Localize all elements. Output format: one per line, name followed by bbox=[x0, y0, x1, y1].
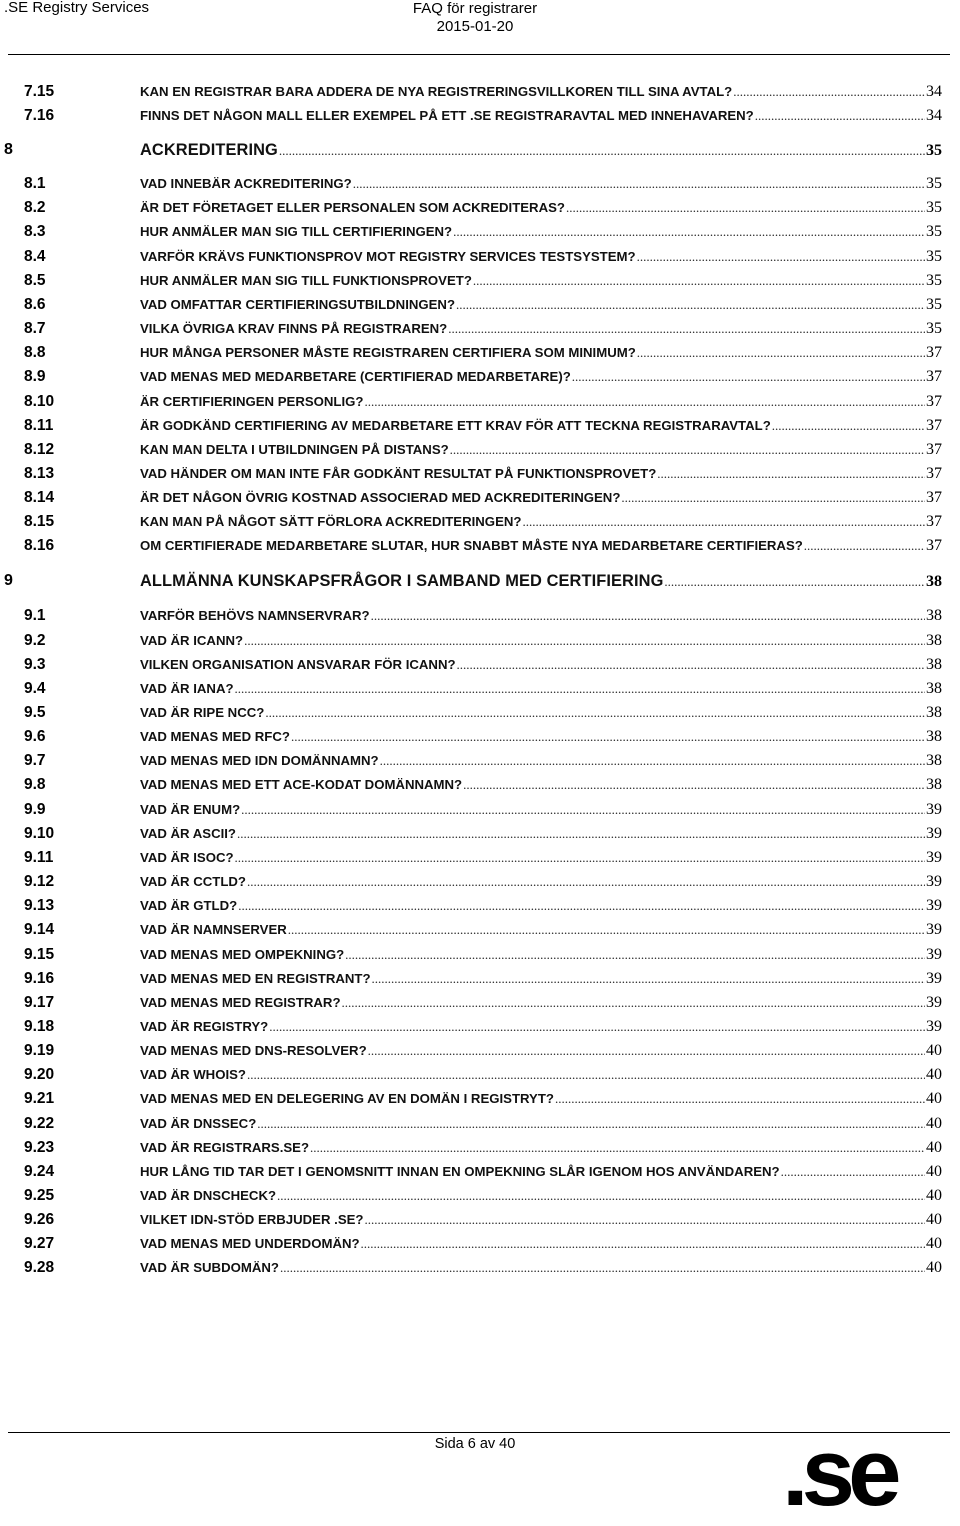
toc-leader-dots bbox=[235, 846, 925, 870]
toc-number: 8.2 bbox=[24, 199, 46, 217]
toc-page-number: 37 bbox=[926, 344, 942, 362]
toc-title-link[interactable]: VAD MENAS MED ETT ACE-KODAT DOMÄNNAMN? bbox=[140, 777, 463, 793]
toc-page-number: 35 bbox=[926, 247, 942, 265]
toc-title-link[interactable]: HUR ANMÄLER MAN SIG TILL CERTIFIERINGEN? bbox=[140, 224, 453, 240]
toc-title-link[interactable]: KAN EN REGISTRAR BARA ADDERA DE NYA REGISTRERINGSVILLKOREN TILL SINA AVTAL? bbox=[140, 84, 733, 99]
toc-leader-dots bbox=[372, 967, 925, 991]
toc-leader-dots bbox=[450, 438, 925, 462]
toc-page-number: 39 bbox=[926, 969, 942, 987]
toc-number: 9.20 bbox=[24, 1066, 55, 1084]
toc-leader-dots bbox=[463, 773, 925, 797]
toc-leader-dots bbox=[238, 894, 925, 918]
toc-page-number: 38 bbox=[926, 607, 942, 625]
toc-title-link[interactable]: VAD ÄR ASCII? bbox=[140, 825, 236, 841]
toc-number: 9.5 bbox=[24, 704, 46, 721]
toc-number: 8.14 bbox=[24, 489, 55, 507]
toc-title-link[interactable]: ÄR CERTIFIERINGEN PERSONLIG? bbox=[140, 393, 364, 409]
toc-row[interactable] bbox=[0, 677, 960, 701]
toc-row[interactable] bbox=[0, 1015, 960, 1039]
toc-entry bbox=[140, 462, 942, 486]
toc-page-number: 38 bbox=[926, 655, 942, 673]
toc-number: 9.14 bbox=[24, 921, 55, 939]
toc-page-number: 40 bbox=[926, 1162, 942, 1180]
toc-number: 8.11 bbox=[24, 416, 54, 434]
toc-page-number: 34 bbox=[926, 107, 942, 125]
toc-title-link[interactable]: ALLMÄNNA KUNSKAPSFRÅGOR I SAMBAND MED CERTIFIERING bbox=[140, 572, 664, 591]
toc-title-link[interactable]: VAD MENAS MED REGISTRAR? bbox=[140, 994, 341, 1010]
toc-leader-dots bbox=[473, 269, 925, 293]
toc-title-link[interactable]: VAD ÄR REGISTRARS.SE? bbox=[140, 1139, 310, 1155]
toc-title-link[interactable]: VAD OMFATTAR CERTIFIERINGSUTBILDNINGEN? bbox=[140, 296, 456, 312]
toc-entry bbox=[140, 1208, 942, 1232]
toc-row[interactable] bbox=[0, 798, 960, 822]
toc-page-number: 38 bbox=[926, 752, 942, 770]
toc-row[interactable] bbox=[0, 220, 960, 244]
toc-row[interactable] bbox=[0, 1136, 960, 1160]
toc-page-number: 34 bbox=[926, 83, 942, 100]
footer-page-number: Sida 6 av 40 bbox=[434, 1436, 516, 1452]
toc-page-number: 40 bbox=[926, 1114, 942, 1132]
toc-number: 9.13 bbox=[24, 897, 55, 915]
toc-page-number: 39 bbox=[926, 921, 942, 939]
toc-leader-dots bbox=[244, 629, 925, 653]
toc-row[interactable] bbox=[0, 894, 960, 918]
toc-row[interactable] bbox=[0, 725, 960, 749]
toc-page-number: 39 bbox=[926, 848, 942, 866]
toc-entry bbox=[140, 967, 942, 991]
toc-title-link[interactable]: VILKA ÖVRIGA KRAV FINNS PÅ REGISTRAREN? bbox=[140, 321, 448, 337]
toc-title-link[interactable]: VAD HÄNDER OM MAN INTE FÅR GODKÄNT RESULTAT PÅ FUNKTIONSPROVET? bbox=[140, 465, 657, 481]
toc-entry bbox=[140, 220, 942, 244]
toc-entry bbox=[140, 1015, 942, 1039]
toc-entry bbox=[140, 1256, 942, 1280]
toc-number: 9.7 bbox=[24, 752, 46, 770]
toc-entry bbox=[140, 604, 942, 628]
toc-row[interactable] bbox=[0, 390, 960, 414]
toc-number: 9.4 bbox=[24, 679, 46, 697]
toc-entry bbox=[140, 293, 942, 317]
toc-title-link[interactable]: VAD ÄR NAMNSERVER bbox=[140, 922, 287, 938]
toc-title-link[interactable]: VARFÖR BEHÖVS NAMNSERVRAR? bbox=[140, 608, 370, 624]
toc-entry bbox=[140, 341, 942, 365]
header-divider bbox=[8, 54, 950, 55]
toc-page-number: 38 bbox=[926, 573, 942, 591]
toc-row[interactable] bbox=[0, 629, 960, 653]
toc-number: 8.16 bbox=[24, 537, 55, 555]
toc-row[interactable] bbox=[0, 486, 960, 510]
toc-page-number: 40 bbox=[926, 1259, 942, 1277]
toc-page-number: 35 bbox=[926, 175, 942, 193]
toc-row[interactable] bbox=[0, 1039, 960, 1063]
toc-page-number: 38 bbox=[926, 728, 942, 746]
toc-number: 8.10 bbox=[24, 392, 55, 410]
toc-row[interactable] bbox=[0, 172, 960, 196]
toc-entry bbox=[140, 725, 942, 749]
toc-number: 9.18 bbox=[24, 1017, 55, 1035]
toc-entry bbox=[140, 1063, 942, 1087]
toc-leader-dots bbox=[237, 822, 925, 846]
toc-number: 8.1 bbox=[24, 175, 46, 193]
toc-page-number: 35 bbox=[926, 320, 942, 338]
toc-leader-dots bbox=[637, 245, 925, 269]
toc-entry bbox=[140, 1039, 942, 1063]
toc-page-number: 39 bbox=[926, 1017, 942, 1035]
toc-leader-dots bbox=[572, 365, 925, 389]
toc-number: 9.1 bbox=[24, 607, 46, 625]
toc-number: 9.2 bbox=[24, 631, 46, 649]
toc-number: 9.22 bbox=[24, 1114, 55, 1132]
toc-page-number: 39 bbox=[926, 873, 942, 891]
toc-entry bbox=[140, 822, 942, 846]
toc-number: 9.8 bbox=[24, 776, 46, 794]
toc-page-number: 39 bbox=[926, 993, 942, 1011]
toc-leader-dots bbox=[457, 653, 925, 677]
toc-page-number: 38 bbox=[926, 631, 942, 649]
toc-row[interactable] bbox=[0, 773, 960, 797]
toc-number: 9.19 bbox=[24, 1042, 55, 1060]
toc-entry bbox=[140, 245, 942, 269]
header-center bbox=[380, 0, 570, 36]
toc-title-link[interactable]: VAD ÄR ISOC? bbox=[140, 849, 234, 865]
toc-leader-dots bbox=[277, 1184, 925, 1208]
toc-leader-dots bbox=[241, 798, 925, 822]
toc-number: 9.3 bbox=[24, 655, 46, 673]
toc-row[interactable] bbox=[0, 653, 960, 677]
toc-title-link[interactable]: VAD ÄR SUBDOMÄN? bbox=[140, 1260, 279, 1276]
toc-leader-dots bbox=[310, 1136, 925, 1160]
toc-title-link[interactable]: ÄR GODKÄND CERTIFIERING AV MEDARBETARE ETT KRAV FÖR ATT TECKNA REGISTRARAVTAL? bbox=[140, 417, 771, 433]
toc-page-number: 39 bbox=[926, 824, 942, 842]
toc-title-link[interactable]: ÄR DET FÖRETAGET ELLER PERSONALEN SOM ACKREDITERAS? bbox=[140, 200, 565, 216]
toc-leader-dots bbox=[235, 677, 925, 701]
toc-entry bbox=[140, 943, 942, 967]
toc-row[interactable] bbox=[0, 365, 960, 389]
toc-chapter-row[interactable] bbox=[0, 138, 960, 162]
toc-title-link[interactable]: VARFÖR KRÄVS FUNKTIONSPROV MOT REGISTRY SERVICES TESTSYSTEM? bbox=[140, 248, 636, 264]
toc-entry bbox=[140, 104, 942, 128]
toc-title-link[interactable]: VAD ÄR RIPE NCC? bbox=[140, 705, 265, 720]
toc-leader-dots bbox=[280, 1256, 925, 1280]
toc-title-link[interactable]: VAD MENAS MED OMPEKNING? bbox=[140, 946, 345, 962]
toc-page-number: 37 bbox=[926, 392, 942, 410]
toc-leader-dots bbox=[364, 390, 925, 414]
toc-entry bbox=[140, 138, 942, 163]
header-date: 2015-01-20 bbox=[436, 18, 514, 35]
toc-number: 9.12 bbox=[24, 873, 55, 891]
toc-leader-dots bbox=[664, 570, 925, 594]
toc-title-link[interactable]: FINNS DET NÅGON MALL ELLER EXEMPEL PÅ ETT .SE REGISTRARAVTAL MED INNEHAVAREN? bbox=[140, 108, 754, 124]
toc-leader-dots bbox=[380, 749, 925, 773]
toc-row[interactable] bbox=[0, 1160, 960, 1184]
toc-row[interactable] bbox=[0, 1063, 960, 1087]
toc-entry bbox=[140, 773, 942, 797]
toc-page-number: 37 bbox=[926, 489, 942, 507]
toc-entry bbox=[140, 1136, 942, 1160]
toc-number: 9.21 bbox=[24, 1090, 55, 1108]
toc-page-number: 35 bbox=[926, 142, 942, 160]
toc-leader-dots bbox=[522, 510, 925, 534]
toc-entry bbox=[140, 870, 942, 894]
toc-leader-dots bbox=[368, 1039, 925, 1063]
toc-number: 8.13 bbox=[24, 464, 55, 482]
toc-leader-dots bbox=[804, 534, 925, 558]
toc-number: 9.27 bbox=[24, 1235, 55, 1253]
toc-page-number: 40 bbox=[926, 1211, 942, 1229]
toc-title-link[interactable]: VAD MENAS MED DNS-RESOLVER? bbox=[140, 1043, 367, 1059]
toc-leader-dots bbox=[269, 1015, 925, 1039]
toc-page-number: 39 bbox=[926, 897, 942, 915]
toc-row[interactable] bbox=[0, 604, 960, 628]
toc-number: 8.12 bbox=[24, 440, 55, 458]
toc-row[interactable] bbox=[0, 1232, 960, 1256]
toc-row[interactable] bbox=[0, 1087, 960, 1111]
toc-row[interactable] bbox=[0, 293, 960, 317]
se-logo: .se bbox=[782, 1419, 895, 1526]
toc-entry bbox=[140, 438, 942, 462]
toc-page-number: 40 bbox=[926, 1235, 942, 1253]
toc-entry bbox=[140, 653, 942, 677]
toc-row[interactable] bbox=[0, 822, 960, 846]
toc-title-link[interactable]: VAD MENAS MED IDN DOMÄNNAMN? bbox=[140, 753, 379, 769]
toc-title-link[interactable]: OM CERTIFIERADE MEDARBETARE SLUTAR, HUR SNABBT MÅSTE NYA MEDARBETARE CERTIFIERAS? bbox=[140, 538, 803, 554]
toc-entry bbox=[140, 390, 942, 414]
toc-entry bbox=[140, 798, 942, 822]
toc-number: 9.24 bbox=[24, 1162, 55, 1180]
toc-leader-dots bbox=[621, 486, 925, 510]
toc-entry bbox=[140, 629, 942, 653]
toc-entry bbox=[140, 1184, 942, 1208]
toc-leader-dots bbox=[555, 1087, 925, 1111]
toc-leader-dots bbox=[247, 870, 925, 894]
toc-row[interactable] bbox=[0, 80, 960, 104]
toc-number: 9.16 bbox=[24, 969, 55, 987]
toc-title-link[interactable]: HUR LÅNG TID TAR DET I GENOMSNITT INNAN EN OMPEKNING SLÅR IGENOM HOS ANVÄNDAREN? bbox=[140, 1163, 780, 1179]
toc-number: 9.23 bbox=[24, 1138, 55, 1156]
toc-page-number: 38 bbox=[926, 704, 942, 721]
toc-page-number: 35 bbox=[926, 271, 942, 289]
toc-leader-dots bbox=[371, 604, 925, 628]
toc-title-link[interactable]: VAD MENAS MED MEDARBETARE (CERTIFIERAD MEDARBETARE)? bbox=[140, 369, 571, 385]
toc-page-number: 37 bbox=[926, 440, 942, 458]
toc-entry bbox=[140, 569, 942, 594]
toc-page-number: 39 bbox=[926, 945, 942, 963]
toc-number: 9.10 bbox=[24, 824, 55, 842]
toc-title-link[interactable]: KAN MAN PÅ NÅGOT SÄTT FÖRLORA ACKREDITERINGEN? bbox=[140, 514, 522, 530]
toc-row[interactable] bbox=[0, 341, 960, 365]
toc-entry bbox=[140, 1232, 942, 1256]
toc-title-link[interactable]: VAD ÄR DNSCHECK? bbox=[140, 1188, 277, 1203]
toc-entry bbox=[140, 317, 942, 341]
toc-row[interactable] bbox=[0, 749, 960, 773]
toc-row[interactable] bbox=[0, 104, 960, 128]
toc-number: 8.8 bbox=[24, 344, 46, 362]
toc-leader-dots bbox=[755, 104, 925, 128]
toc-chapter-row[interactable] bbox=[0, 569, 960, 593]
toc-row[interactable] bbox=[0, 510, 960, 534]
toc-number: 9.28 bbox=[24, 1259, 55, 1277]
toc-leader-dots bbox=[279, 139, 925, 163]
toc-row[interactable] bbox=[0, 1208, 960, 1232]
toc-number: 8.5 bbox=[24, 271, 46, 289]
toc-title-link[interactable]: VAD MENAS MED EN DELEGERING AV EN DOMÄN I REGISTRYT? bbox=[140, 1091, 554, 1107]
toc-page-number: 40 bbox=[926, 1138, 942, 1156]
toc-entry bbox=[140, 414, 942, 438]
toc-page-number: 37 bbox=[926, 513, 942, 531]
toc-number: 7.16 bbox=[24, 107, 55, 125]
toc-number: 8.9 bbox=[24, 368, 46, 386]
toc-row[interactable] bbox=[0, 701, 960, 725]
toc-leader-dots bbox=[453, 220, 925, 244]
page-header bbox=[0, 0, 960, 56]
toc-title-link[interactable]: VAD ÄR ENUM? bbox=[140, 801, 241, 817]
toc-row[interactable] bbox=[0, 438, 960, 462]
header-org: .SE Registry Services bbox=[4, 0, 150, 16]
toc-number: 9.25 bbox=[24, 1187, 55, 1204]
toc-page-number: 37 bbox=[926, 464, 942, 482]
toc-row[interactable] bbox=[0, 534, 960, 558]
toc-title-link[interactable]: VAD MENAS MED RFC? bbox=[140, 729, 290, 745]
toc-leader-dots bbox=[456, 293, 925, 317]
toc-entry bbox=[140, 1112, 942, 1136]
toc-title-link[interactable]: HUR ANMÄLER MAN SIG TILL FUNKTIONSPROVET? bbox=[140, 272, 472, 288]
toc-entry bbox=[140, 510, 942, 534]
toc-title-link[interactable]: VAD MENAS MED UNDERDOMÄN? bbox=[140, 1236, 360, 1252]
toc-title-link[interactable]: VAD INNEBÄR ACKREDITERING? bbox=[140, 176, 352, 192]
toc-number: 9.11 bbox=[24, 848, 54, 866]
toc-leader-dots bbox=[345, 943, 925, 967]
toc-title-link[interactable]: ÄR DET NÅGON ÖVRIG KOSTNAD ASSOCIERAD MED ACKREDITERINGEN? bbox=[140, 490, 621, 506]
toc-page-number: 40 bbox=[926, 1042, 942, 1060]
toc-number: 8.15 bbox=[24, 513, 55, 531]
toc-leader-dots bbox=[291, 725, 925, 749]
toc-row[interactable] bbox=[0, 1256, 960, 1280]
toc-entry bbox=[140, 534, 942, 558]
toc-row[interactable] bbox=[0, 196, 960, 220]
toc-leader-dots bbox=[781, 1160, 925, 1184]
toc-title-link[interactable]: VAD ÄR IANA? bbox=[140, 680, 234, 696]
toc-page-number: 40 bbox=[926, 1090, 942, 1108]
toc-number: 8.3 bbox=[24, 223, 46, 241]
toc-number: 8.6 bbox=[24, 295, 46, 313]
toc-leader-dots bbox=[361, 1232, 925, 1256]
toc-row[interactable] bbox=[0, 269, 960, 293]
toc-title-link[interactable]: VAD ÄR WHOIS? bbox=[140, 1067, 246, 1083]
toc-number: 9.9 bbox=[24, 800, 46, 818]
toc-entry bbox=[140, 701, 942, 725]
toc-leader-dots bbox=[247, 1063, 925, 1087]
header-title: FAQ för registrarer bbox=[412, 0, 538, 17]
toc-leader-dots bbox=[265, 701, 925, 725]
toc-title-link[interactable]: VAD ÄR REGISTRY? bbox=[140, 1018, 269, 1034]
toc-leader-dots bbox=[364, 1208, 925, 1232]
toc-page-number: 38 bbox=[926, 776, 942, 794]
toc-page-number: 40 bbox=[926, 1066, 942, 1084]
toc-row[interactable] bbox=[0, 317, 960, 341]
toc-leader-dots bbox=[257, 1112, 925, 1136]
toc-leader-dots bbox=[342, 991, 925, 1015]
toc-number: 8.7 bbox=[24, 320, 46, 338]
toc-number: 9.15 bbox=[24, 945, 55, 963]
toc-row[interactable] bbox=[0, 846, 960, 870]
toc-entry bbox=[140, 991, 942, 1015]
toc-title-link[interactable]: KAN MAN DELTA I UTBILDNINGEN PÅ DISTANS? bbox=[140, 441, 449, 457]
toc-page-number: 35 bbox=[926, 295, 942, 313]
toc-entry bbox=[140, 749, 942, 773]
toc-title-link[interactable]: VAD ÄR DNSSEC? bbox=[140, 1115, 257, 1131]
toc-row[interactable] bbox=[0, 967, 960, 991]
toc-page-number: 37 bbox=[926, 537, 942, 555]
toc-entry bbox=[140, 1160, 942, 1184]
toc-number: 9.6 bbox=[24, 728, 46, 746]
toc-row[interactable] bbox=[0, 245, 960, 269]
toc-page-number: 35 bbox=[926, 223, 942, 241]
toc-entry bbox=[140, 269, 942, 293]
toc-entry bbox=[140, 80, 942, 104]
toc-page-number: 40 bbox=[926, 1187, 942, 1204]
toc-row[interactable] bbox=[0, 870, 960, 894]
toc-page-number: 35 bbox=[926, 199, 942, 217]
toc-entry bbox=[140, 365, 942, 389]
toc-leader-dots bbox=[288, 918, 925, 942]
toc-row[interactable] bbox=[0, 462, 960, 486]
toc-number: 8.4 bbox=[24, 247, 46, 265]
toc-leader-dots bbox=[353, 172, 925, 196]
toc-title-link[interactable]: HUR MÅNGA PERSONER MÅSTE REGISTRAREN CERTIFIERA SOM MINIMUM? bbox=[140, 345, 636, 361]
toc-page-number: 39 bbox=[926, 800, 942, 818]
toc-number: 9 bbox=[4, 572, 13, 590]
toc-leader-dots bbox=[566, 196, 925, 220]
toc-entry bbox=[140, 846, 942, 870]
toc-title-link[interactable]: VILKEN ORGANISATION ANSVARAR FÖR ICANN? bbox=[140, 656, 456, 672]
toc-row[interactable] bbox=[0, 1112, 960, 1136]
toc-row[interactable] bbox=[0, 918, 960, 942]
toc-leader-dots bbox=[448, 317, 925, 341]
toc-entry bbox=[140, 677, 942, 701]
toc-page-number: 37 bbox=[926, 368, 942, 386]
toc-row[interactable] bbox=[0, 991, 960, 1015]
toc-row[interactable] bbox=[0, 1184, 960, 1208]
toc-page-number: 37 bbox=[926, 416, 942, 434]
toc-entry bbox=[140, 172, 942, 196]
toc-title-link[interactable]: VILKET IDN-STÖD ERBJUDER .SE? bbox=[140, 1212, 364, 1228]
toc-entry bbox=[140, 894, 942, 918]
toc-number: 8 bbox=[4, 141, 13, 159]
toc-entry bbox=[140, 918, 942, 942]
toc-leader-dots bbox=[657, 462, 925, 486]
toc-entry bbox=[140, 1087, 942, 1111]
toc-entry bbox=[140, 196, 942, 220]
toc-row[interactable] bbox=[0, 414, 960, 438]
toc-row[interactable] bbox=[0, 943, 960, 967]
toc-leader-dots bbox=[772, 414, 925, 438]
toc-title-link[interactable]: VAD ÄR ICANN? bbox=[140, 632, 244, 648]
toc-title-link[interactable]: VAD ÄR GTLD? bbox=[140, 898, 238, 914]
toc-number: 9.17 bbox=[24, 993, 55, 1011]
toc-leader-dots bbox=[637, 341, 925, 365]
toc-page-number: 38 bbox=[926, 679, 942, 697]
toc-entry bbox=[140, 486, 942, 510]
toc-title-link[interactable]: VAD ÄR CCTLD? bbox=[140, 874, 246, 890]
toc-number: 9.26 bbox=[24, 1211, 55, 1229]
toc-title-link[interactable]: ACKREDITERING bbox=[140, 141, 278, 160]
toc-title-link[interactable]: VAD MENAS MED EN REGISTRANT? bbox=[140, 970, 371, 986]
toc-number: 7.15 bbox=[24, 83, 55, 100]
toc-leader-dots bbox=[733, 80, 925, 104]
